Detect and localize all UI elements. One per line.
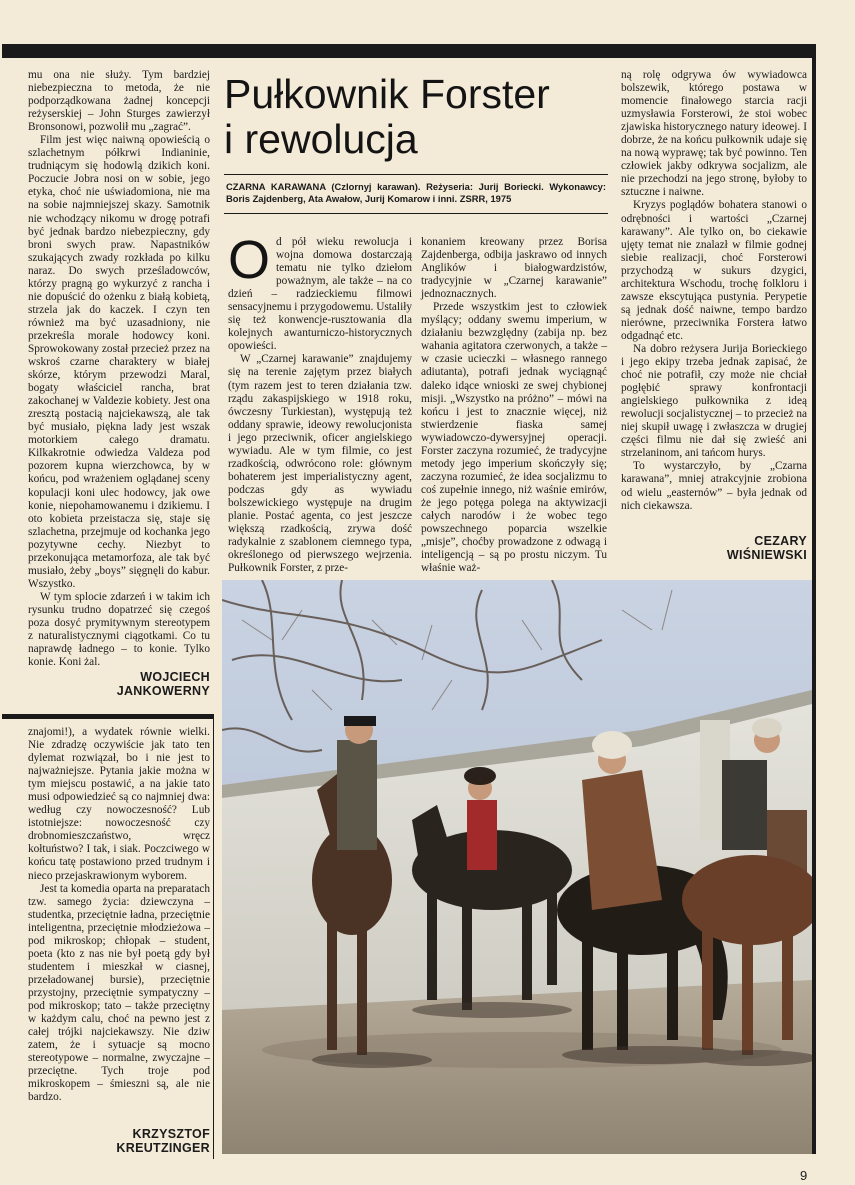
middle-column-1 <box>228 230 412 575</box>
horsemen-illustration <box>222 580 812 1154</box>
paragraph: mu ona nie służy. Tym bardziej niebezpieczna to metoda, że nie podporządkowana żadnej koncepcji reżyserskiej – John Sturges zawierzył Bronsonowi, pozwolił mu „zagrać”. <box>28 69 210 134</box>
right-column <box>621 69 807 513</box>
paragraph: W „Czarnej karawanie” znajdujemy się na terenie zajętym przez białych (tym razem jest to teren działania tzw. rządu zakaspijskiego w 1918 roku, ówczesny Turkiestan), występują też oddany sprawie, ideowy rewolucjonista i jego przeciwnik, oficer angielskiego wywiadu. Ale w tym filmie, co jest rzadkością, odwrócono role: głównym bohaterem jest imperialistyczny agent, podczas gdy as wywiadu bolszewickiego występuje na drugim planie. Postać agenta, co jest jeszcze większą rzadkością, zrywa dość radykalnie z szablonem ciemnego typa, określonego od pierwszego wejrzenia. Pułkownik Forster, z prze- <box>228 353 412 575</box>
byline-kreutzinger: KRZYSZTOF KREUTZINGER <box>116 1127 210 1155</box>
paragraph: ną rolę odgrywa ów wywiadowca bolszewik, którego postawa w momencie finałowego starcia racji uzmysławia Forsterowi, że stoi wobec zjawiska historycznego natury ideowej. I dobrze, że na końcu pułkownik udaje się na nową wyprawę; tak być powinno. Ten człowiek jakby odkrywa socjalizm, ale nie przechodzi na jego stronę, byłoby to sztuczne i naiwne. <box>621 69 807 199</box>
section-divider <box>2 714 214 719</box>
paragraph: To wystarczyło, by „Czarna karawana”, mniej atrakcyjnie zrobiona od wielu „easternów” – była jednak od nich ciekawsza. <box>621 460 807 512</box>
paragraph: Jest ta komedia oparta na preparatach tzw. samego życia: dziewczyna – studentka, przeciętnie ładna, przeciętnie inteligentna, przeciętnie młodzieżowa – pod mikroskop; chłopak – student, poeta (kto z nas nie był poetą gdy był studentem i mieszkał w ciasnej, przeładowanej bursie), przeciętnie przystojny, przeciętnie sympatyczny – pod mikroskop; tato – także przeciętny w każdym calu, choć na pewno jest z całej trójki najciekawszy. Nie dziw zatem, że i sytuacje są mocno stereotypowe – normalne, zwyczajne – przeciętne. Tych troje pod mikroskopem – śmieszni są, ale nie bardzo. <box>28 882 210 1104</box>
left-top-column <box>28 69 210 669</box>
right-black-rule <box>812 44 816 1154</box>
paragraph: W tym splocie zdarzeń i w takim ich rysunku trudno dopatrzeć się czegoś poza dosyć prymitywnym stereotypem z naturalistycznymi ciągotkami. Co tu naprawdę ładnego – to konie. Tylko konie. Koni żal. <box>28 590 210 669</box>
byline-wisniewski: CEZARY WIŚNIEWSKI <box>726 534 807 562</box>
middle-column-2 <box>421 236 607 575</box>
paragraph: Na dobro reżysera Jurija Borieckiego i jego ekipy trzeba jednak zapisać, że choć nie potrafił, czy może nie chciał pogłębić sprawy konfrontacji angielskiego pułkownika z ideą rewolucji socjalistycznej – to przecież na niej skupił uwagę i zwłaszcza w drugiej części filmu nie dał się zwieść ani strzelaninom, ani tańcom hurys. <box>621 342 808 460</box>
column-rule-left <box>213 714 214 1159</box>
title-rule <box>224 174 608 175</box>
film-credits: CZARNA KARAWANA (CzIornyj karawan). Reżyseria: Jurij Boriecki. Wykonawcy: Boris Zajdenberg, Ata Awałow, Jurij Komarow i inni. ZSRR, 1975 <box>226 181 606 204</box>
drop-cap: O <box>228 230 271 290</box>
byline-jankowerny: WOJCIECH JANKOWERNY <box>116 670 210 698</box>
paragraph: znajomi!), a wydatek równie wielki. Nie zdradzę oczywiście jak tato ten dylemat rozwiązał, bo i nie jest to najważniejsze. Pytania jakie można w tym miejscu postawić, a na jakie tato musi odpowiedzieć są co najmniej dwa: według czy nowoczesność? Lub istotniejsze: nowoczesność czy drobnomieszczaństwo, wręcz kołtuństwo? I tak, i siak. Poczciwego w końcu tatę postawiono przed trudnym i nieco przejaskrawionym wyborem. <box>28 726 210 882</box>
paragraph: Kryzys poglądów bohatera stanowi o odrębności i wartości „Czarnej karawany”. Ale tylko on, bo ciekawie ujęty temat nie znalazł w filmie godnej siebie realizacji, choć Forsterowi przychodzą w sukurs dzygici, architektura Wschodu, trochę folkloru i zawsze ekscytująca pustynia. Perypetie są jednak dość naiwne, tempo bardzo nierówne, przeciwnika Forstera łatwo odgadnąć etc. <box>621 199 807 342</box>
paragraph: konaniem kreowany przez Borisa Zajdenberga, odbija jaskrawo od innych Anglików i białogwardzistów, tradycyjnie w „Czarnej karawanie” jednoznacznych. <box>421 236 607 301</box>
credits-rule <box>224 213 608 214</box>
top-black-rule <box>2 44 816 58</box>
film-still-photo <box>222 580 812 1154</box>
page-number: 9 <box>800 1168 808 1183</box>
paragraph: Film jest więc naiwną opowieścią o szlachetnym półkrwi Indianinie, trudniącym się hodowlą dzikich koni. Poczucie Jobra nosi on w sobie, jego etyka, choć nie uświadomiona, nie ma na sobie najmniejszej skazy. Samotnik nie wchodzący nikomu w drogę potrafi być jednak bardzo niebezpieczny, gdy broni swych praw. Napastników szukających zwady rozkłada po kilku naraz. Do swych prześladowców, którzy pragną go wykurzyć z rancha i nie dopuścić do ożenku z białą kobietą, strzela jak do kaczek. I czyn ten również ma być uzasadniony, nie przekreśla morale hodowcy koni. Sprowokowany został przecież przez na wskroś czarne charaktery w białej skórze, którym przewodzi Maral, bogaty właściciel rancha, brat zakochanej w Valdezie kobiety. Jest ona zresztą postacią najciekawszą, ale tak być musiało, piękna lady jest wszak motorkiem całego dramatu. Kilkakrotnie odwiedza Valdeza pod pozorem kupna wierzchowca, by w końcu, pod wrażeniem oglądanej sceny kopulacji koni ulec hodowcy, jak owe konie, niepohamowanemu i dzikiemu. I oto kobieta przeistacza się, staje się szlachetna, przejmuje od kochanka jego pozytywne cechy. Niezbyt to przekonująca metamorfoza, ale tak być musiało, żeby „boys” sięgnęli do kabur. Wszystko. <box>28 134 210 590</box>
paragraph: d pół wieku rewolucja i wojna domowa dostarczają tematu nie tylko dziełom poważnym, ale także – na co dzień – radzieckiemu filmowi sensacyjnemu i przygodowemu. Ustaliły się też konwencje-rusztowania dla kolejnych awanturniczo-historycznych opowieści. <box>228 236 412 353</box>
paragraph: Przede wszystkim jest to człowiek myślący; oddany swemu imperium, w działaniu bezwzględny (zabija np. bez wahania agitatora czerwonych, a także – w czasie ucieczki – własnego rannego adiutanta), potrafi jednak wyciągnąć daleko idące wnioski ze swej chybionej misji. „Wszystko na próżno” – mówi na końcu i jest to znacznie więcej, niż stwierdzenie fiaska samej wywiadowczo-dywersyjnej operacji. Forster zaczyna rozumieć, że tradycyjne metody jego imperium skończyły się; zaczyna rozumieć, że idea socjalizmu to coś zupełnie innego, niż waśnie emirów, że jego potęga polega na aktywizacji całych narodów i że wobec tego powszechnego poparcia wszelkie „misje”, choćby prowadzone z odwagą i inteligencją – są po prostu niczym. Tu właśnie waż- <box>421 301 607 575</box>
article-title: Pułkownik Forster i rewolucja <box>224 71 550 162</box>
left-bottom-column <box>28 726 210 1104</box>
